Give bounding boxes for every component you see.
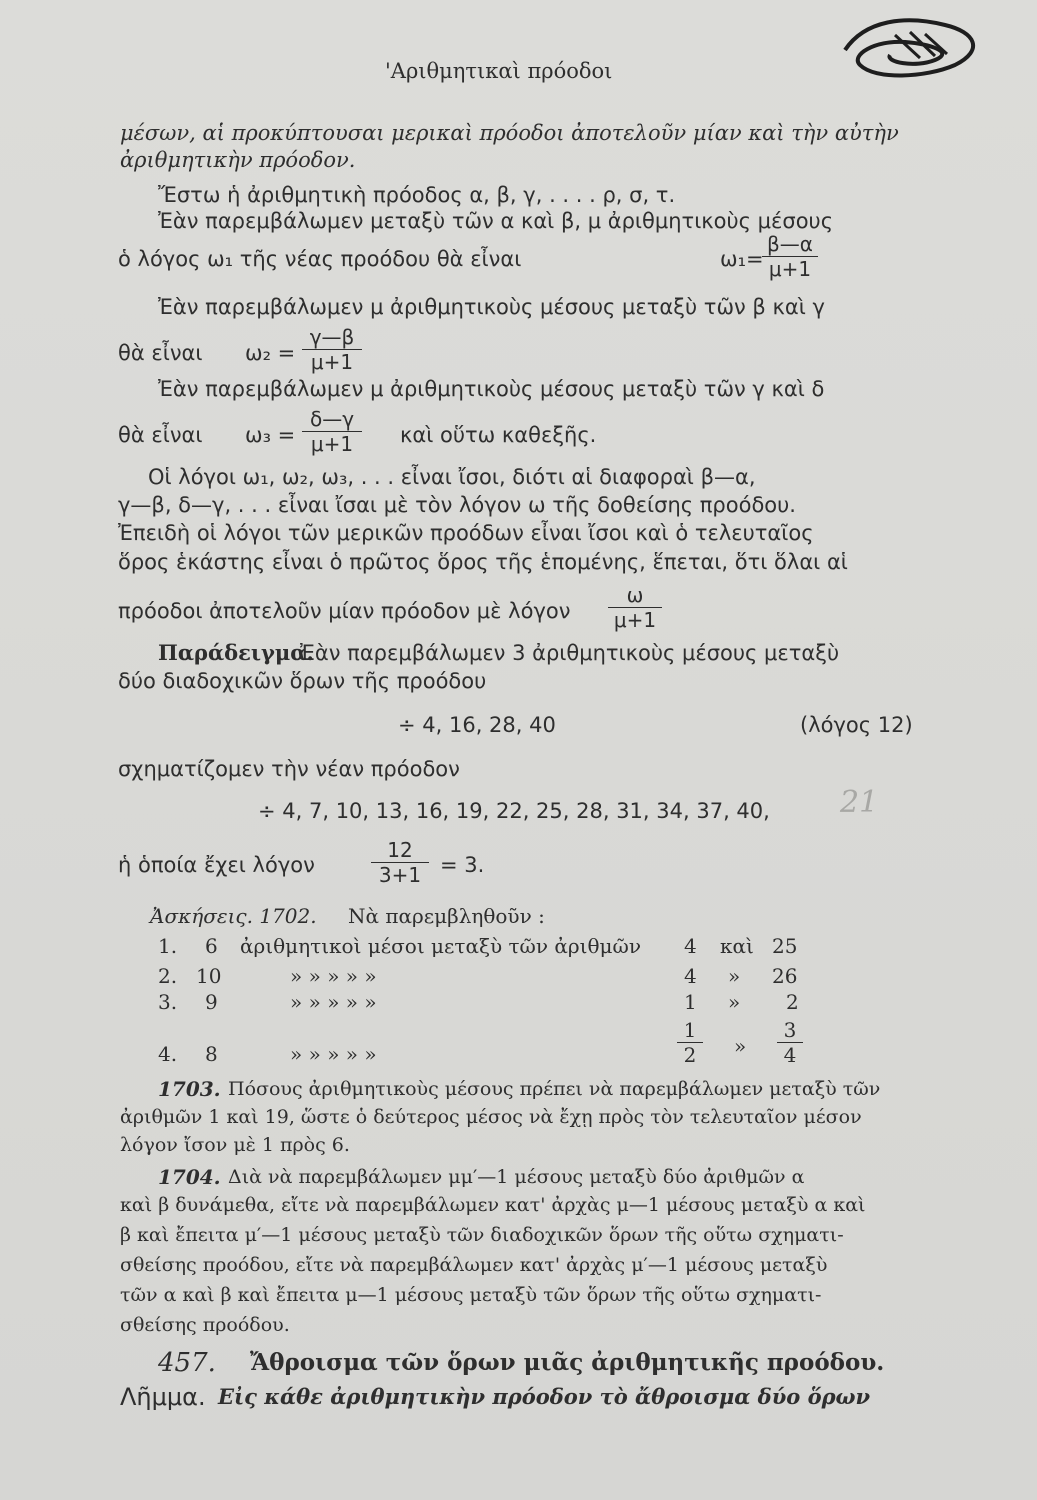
text-line: γ—β, δ—γ, . . . εἶναι ἴσαι μὲ τὸν λόγον ω τῆς δοθείσης προόδου.: [118, 493, 796, 517]
fraction: [370, 838, 430, 887]
text-line: Νὰ παρεμβληθοῦν :: [348, 904, 545, 928]
row-number: 1.: [158, 934, 178, 958]
text-line: Ἐὰν παρεμβάλωμεν μεταξὺ τῶν α καὶ β, μ ἀριθμητικοὺς μέσους: [158, 209, 834, 233]
fraction: [300, 325, 364, 374]
row-number: 3.: [158, 990, 178, 1014]
text-line: Διὰ νὰ παρεμβάλωμεν μμ′—1 μέσους μεταξὺ δύο ἀριθμῶν α: [228, 1166, 805, 1188]
text-line: τῶν α καὶ β καὶ ἔπειτα μ—1 μέσους μεταξὺ τῶν ὅρων τῆς οὕτω σχηματι-: [120, 1284, 822, 1306]
text-line: Ἐὰν παρεμβάλωμεν μ ἀριθμητικοὺς μέσους μεταξὺ τῶν β καὶ γ: [158, 295, 825, 319]
fraction: [607, 583, 663, 632]
text-line: Ἐὰν παρεμβάλωμεν μ ἀριθμητικοὺς μέσους μεταξὺ τῶν γ καὶ δ: [158, 377, 825, 401]
progression-line: ÷ 4, 7, 10, 13, 16, 19, 22, 25, 28, 31, 34, 37, 40,: [258, 799, 770, 823]
exercises-label: Ἀσκήσεις. 1702.: [150, 904, 317, 928]
text-line: ἡ ὁποία ἔχει λόγον: [118, 853, 315, 877]
row-a: 4: [684, 934, 697, 958]
text-line: πρόοδοι ἀποτελοῦν μίαν πρόοδον μὲ λόγον: [118, 599, 571, 623]
text-line: θὰ εἶναι: [118, 341, 203, 365]
row-number: 4.: [158, 1042, 178, 1066]
equation-label: ω₁=: [720, 247, 764, 271]
fraction: [300, 407, 364, 456]
text-line: καὶ οὕτω καθεξῆς.: [400, 423, 597, 447]
row-b: 26: [772, 964, 798, 988]
text-line: θὰ εἶναι: [118, 423, 203, 447]
running-title: 'Αριθμητικαὶ πρόοδοι: [385, 59, 613, 83]
margin-note: 21: [840, 785, 879, 820]
equation-label: ω₂ =: [245, 341, 296, 365]
row-sep: »: [728, 990, 741, 1014]
ratio-note: (λόγος 12): [800, 713, 913, 737]
text-line: ἀριθμητικὴν πρόοδον.: [120, 148, 356, 172]
fraction-denominator: μ+1: [310, 350, 354, 374]
row-text: » » » » »: [290, 964, 377, 988]
lemma-text: Εἰς κάθε ἀριθμητικὴν πρόοδον τὸ ἄθροισμα δύο ὅρων: [218, 1384, 871, 1409]
fraction-numerator: 12: [387, 838, 413, 862]
fraction-numerator: ω: [626, 583, 644, 607]
fraction-numerator: γ—β: [309, 325, 355, 349]
fraction: [676, 1018, 704, 1067]
row-count: 8: [205, 1042, 218, 1066]
text-line: σθείσης προόδου.: [120, 1314, 290, 1336]
fraction-numerator: 3: [783, 1018, 797, 1042]
row-sep: καὶ: [720, 934, 754, 958]
equation-label: ω₃ =: [245, 423, 296, 447]
ink-scribble-icon: [835, 10, 995, 90]
row-text: ἀριθμητικοὶ μέσοι μεταξὺ τῶν ἀριθμῶν: [240, 934, 641, 958]
fraction-numerator: δ—γ: [309, 407, 355, 431]
fraction-denominator: μ+1: [613, 608, 657, 632]
exercise-number: 1704.: [158, 1165, 221, 1189]
row-sep: »: [734, 1034, 747, 1058]
fraction-denominator: 2: [683, 1043, 697, 1067]
row-count: 9: [205, 990, 218, 1014]
progression-line: ÷ 4, 16, 28, 40: [398, 713, 556, 737]
text-line: καὶ β δυνάμεθα, εἴτε νὰ παρεμβάλωμεν κατ' ἀρχὰς μ—1 μέσους μεταξὺ α καὶ: [120, 1194, 866, 1216]
section-number: 457.: [158, 1348, 216, 1378]
row-b: 25: [772, 934, 798, 958]
fraction: [760, 232, 820, 281]
text-line: Οἱ λόγοι ω₁, ω₂, ω₃, . . . εἶναι ἴσοι, διότι αἱ διαφοραὶ β—α,: [148, 465, 756, 489]
text-line: Ἐπειδὴ οἱ λόγοι τῶν μερικῶν προόδων εἶναι ἴσοι καὶ ὁ τελευταῖος: [118, 521, 814, 545]
text-line: σθείσης προόδου, εἴτε νὰ παρεμβάλωμεν κατ' ἀρχὰς μ′—1 μέσους μεταξὺ: [120, 1254, 828, 1276]
row-number: 2.: [158, 964, 178, 988]
lemma-label: Λῆμμα.: [120, 1383, 206, 1411]
row-text: » » » » »: [290, 1042, 377, 1066]
row-count: 6: [205, 934, 218, 958]
text-line: δύο διαδοχικῶν ὅρων τῆς προόδου: [118, 669, 487, 693]
row-sep: »: [728, 964, 741, 988]
text-line: = 3.: [440, 853, 485, 877]
text-line: ὁ λόγος ω₁ τῆς νέας προόδου θὰ εἶναι: [118, 247, 522, 271]
fraction: [776, 1018, 804, 1067]
text-line: ὅρος ἑκάστης εἶναι ὁ πρῶτος ὅρος τῆς ἑπομένης, ἕπεται, ὅτι ὅλαι αἱ: [118, 550, 848, 574]
exercise-number: 1703.: [158, 1077, 221, 1101]
text-line: Ἔστω ἡ ἀριθμητικὴ πρόοδος α, β, γ, . . . . ρ, σ, τ.: [158, 183, 676, 207]
row-b: 2: [786, 990, 799, 1014]
fraction-denominator: 3+1: [378, 863, 422, 887]
row-a: 4: [684, 964, 697, 988]
text-line: μέσων, αἱ προκύπτουσαι μερικαὶ πρόοδοι ἀποτελοῦν μίαν καὶ τὴν αὐτὴν: [120, 121, 899, 145]
row-count: 10: [196, 964, 222, 988]
fraction-numerator: 1: [683, 1018, 697, 1042]
fraction-numerator: β—α: [767, 232, 813, 256]
text-line: Ἐὰν παρεμβάλωμεν 3 ἀριθμητικοὺς μέσους μεταξὺ: [300, 641, 840, 665]
fraction-denominator: 4: [783, 1043, 797, 1067]
section-title: Ἄθροισμα τῶν ὅρων μιᾶς ἀριθμητικῆς προόδου.: [250, 1349, 885, 1376]
row-a: 1: [684, 990, 697, 1014]
text-line: Πόσους ἀριθμητικοὺς μέσους πρέπει νὰ παρεμβάλωμεν μεταξὺ τῶν: [228, 1078, 881, 1100]
text-line: ἀριθμῶν 1 καὶ 19, ὥστε ὁ δεύτερος μέσος νὰ ἔχῃ πρὸς τὸν τελευταῖον μέσον: [120, 1106, 862, 1128]
text-line: σχηματίζομεν τὴν νέαν πρόοδον: [118, 757, 460, 781]
example-label: Παράδειγμα.: [158, 640, 314, 665]
row-text: » » » » »: [290, 990, 377, 1014]
text-line: β καὶ ἔπειτα μ′—1 μέσους μεταξὺ τῶν διαδοχικῶν ὅρων τῆς οὕτω σχηματι-: [120, 1224, 844, 1246]
text-line: λόγον ἴσον μὲ 1 πρὸς 6.: [120, 1134, 350, 1156]
fraction-denominator: μ+1: [768, 257, 812, 281]
fraction-denominator: μ+1: [310, 432, 354, 456]
